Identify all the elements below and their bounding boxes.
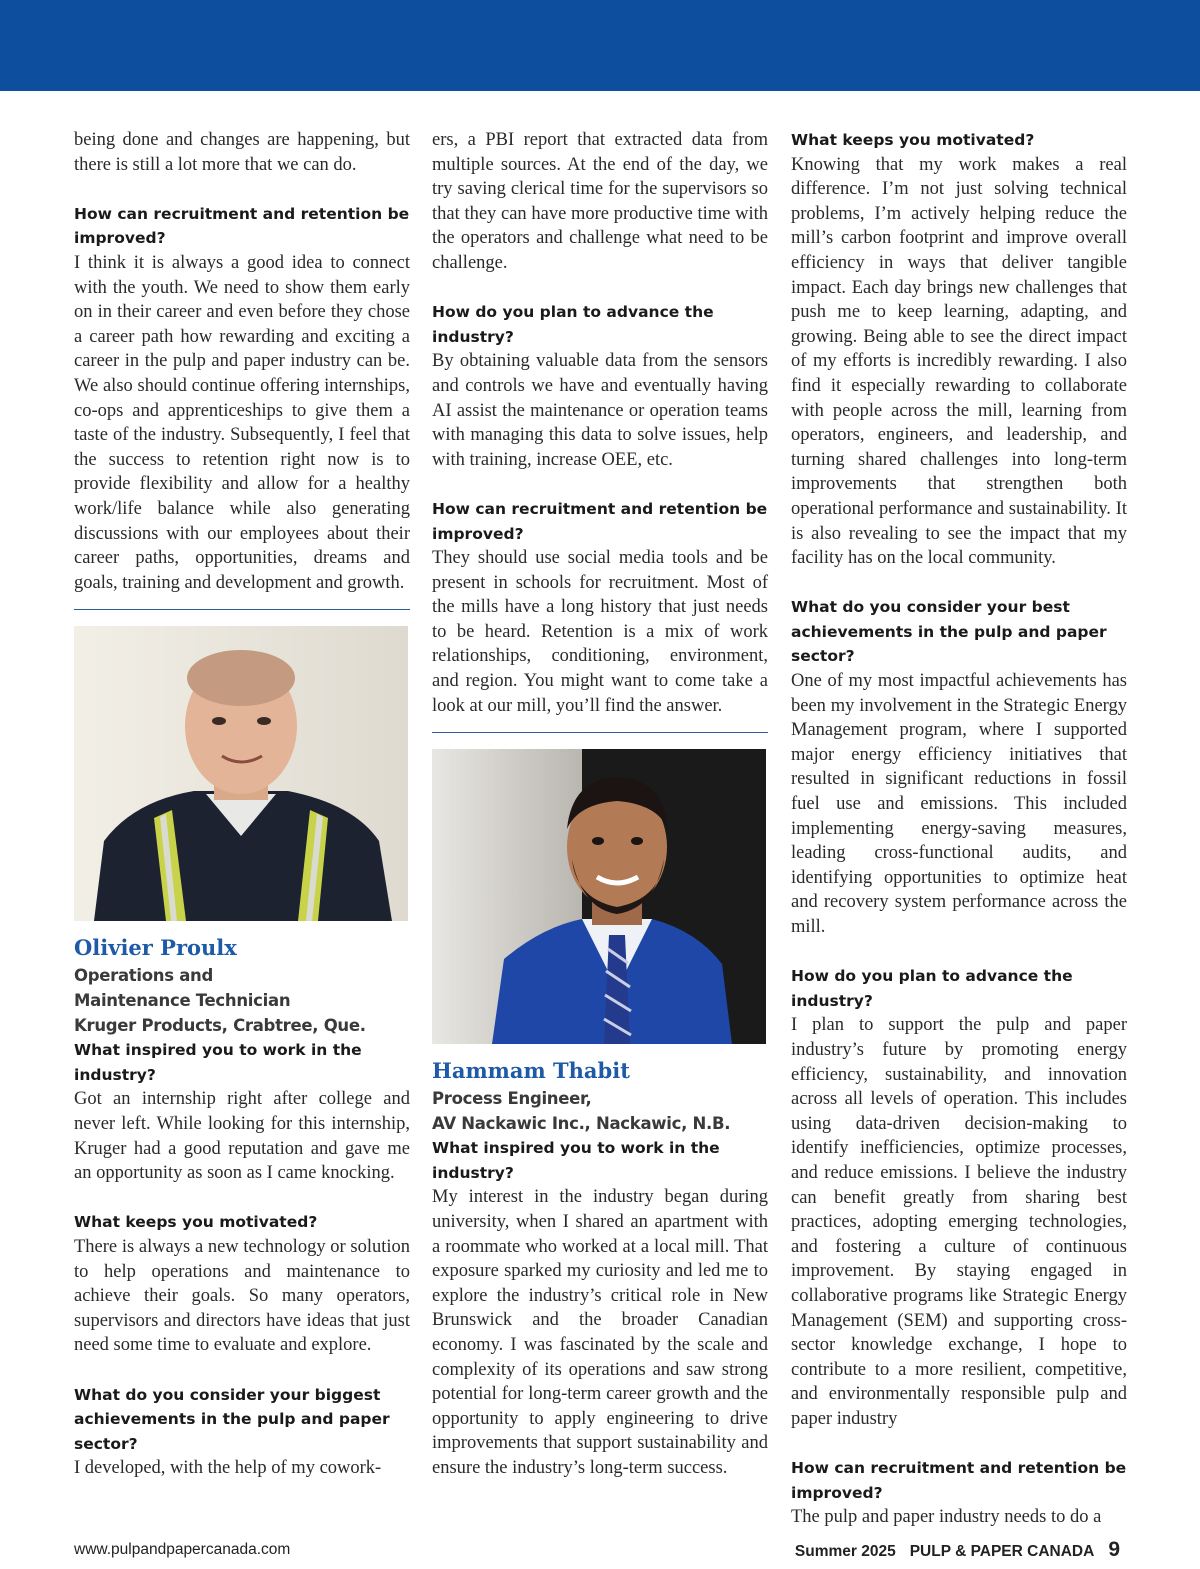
paragraph: The pulp and paper industry needs to do a — [791, 1507, 1102, 1528]
column-1 — [74, 128, 410, 1481]
paragraph: My interest in the industry began during university, when I shared an apartment with a roommate who worked at a local mill. That exposure sparked my curiosity and led me to explore the industry’s critical role in New Brunswick and the broader Canadian economy. I was fascinated by the scale and complexity of its operations and saw strong potential for long-term career growth and the opportunity to apply engineering to drive improvements that support sustainability and ensure the industry’s long-term success. — [432, 1187, 768, 1478]
person-role: Maintenance Technician — [74, 991, 291, 1011]
footer-url[interactable]: www.pulpandpapercanada.com — [74, 1541, 291, 1558]
person-company: AV Nackawic Inc., Nackawic, N.B. — [432, 1114, 731, 1134]
portrait-olivier-proulx — [74, 626, 408, 921]
question-heading: What do you consider your biggest achievements in the pulp and paper sector? — [74, 1385, 390, 1453]
question-heading: How can recruitment and retention be improved? — [432, 499, 768, 543]
question-heading: How can recruitment and retention be improved? — [74, 204, 410, 248]
column-2 — [432, 128, 768, 1481]
question-heading: How can recruitment and retention be improved? — [791, 1459, 1127, 1502]
question-heading: What inspired you to work in the industry? — [432, 1139, 720, 1182]
divider — [432, 732, 768, 733]
question-heading: How do you plan to advance the industry? — [432, 303, 714, 346]
footer-issue-info — [795, 1538, 1120, 1562]
question-heading: What keeps you motivated? — [74, 1213, 318, 1232]
person-role: Process Engineer, — [432, 1089, 592, 1109]
footer-magazine: PULP & PAPER CANADA — [909, 1543, 1095, 1560]
paragraph: Got an internship right after college and never left. While looking for this internship, Kruger had a good reputation and gave me an opportunity as soon as I came knocking. — [74, 1089, 410, 1184]
paragraph: There is always a new technology or solution to help operations and maintenance to achieve their goals. So many operators, supervisors and directors have ideas that just need some time to evaluate and explore. — [74, 1237, 410, 1356]
question-heading: What inspired you to work in the industry? — [74, 1041, 362, 1084]
person-name: Hammam Thabit — [432, 1058, 630, 1084]
paragraph: By obtaining valuable data from the sensors and controls we have and eventually having AI assist the maintenance or operation teams with managing this data to solve issues, help with training, increase OEE, etc. — [432, 351, 768, 470]
question-heading: How do you plan to advance the industry? — [791, 967, 1073, 1010]
paragraph: Knowing that my work makes a real difference. I’m not just solving technical problems, I’m actively helping reduce the mill’s carbon footprint and improve overall efficiency in ways that deliver tangible impact. Each day brings new challenges that push me to keep learning, adapting, and growing. Being able to see the direct impact of my efforts is incredibly rewarding. I also find it especially rewarding to collaborate with people across the mill, learning from operators, engineers, and leadership, and turning shared challenges into long-term improvements that strengthen both operational performance and sustainability. It is also revealing to see the impact that my facility has on the local community. — [791, 154, 1127, 569]
page-number: 9 — [1108, 1538, 1120, 1561]
person-name: Olivier Proulx — [74, 935, 237, 961]
person-company: Kruger Products, Crabtree, Que. — [74, 1016, 366, 1036]
column-3 — [791, 128, 1127, 1530]
question-heading: What keeps you motivated? — [791, 131, 1035, 149]
paragraph: They should use social media tools and be present in schools for recruitment. Most of the mills have a long history that just needs to be heard. Retention is a mix of work relationships, conditioning, environment, and region. You might want to come take a look at our mill, you’ll find the answer. — [432, 548, 768, 716]
divider — [74, 609, 410, 610]
paragraph: ers, a PBI report that extracted data from multiple sources. At the end of the day, we try saving clerical time for the supervisors so that they can have more productive time with the operators and challenge what need to be challenge. — [432, 130, 768, 273]
paragraph: I think it is always a good idea to connect with the youth. We need to show them early on in their career and even before they chose a career path how rewarding and exciting a career in the pulp and paper industry can be. We also should continue offering internships, co-ops and apprenticeships to give them a taste of the industry. Subsequently, I feel that the success to retention right now is to provide flexibility and allow for a healthy work/life balance while also generating discussions with our employees about their career paths, opportunities, dreams and goals, training and development and growth. — [74, 252, 410, 593]
paragraph: I plan to support the pulp and paper industry’s future by promoting energy efficiency, sustainability, and innovation across all levels of operation. This includes using data-driven decision-making to identify inefficiencies, optimize processes, and reduce emissions. I believe the industry can benefit greatly from sharing best practices, adopting emerging technologies, and fostering a culture of continuous improvement. By staying engaged in collaborative programs like Strategic Energy Management (SEM) and supporting cross-sector knowledge exchange, I hope to contribute to a more resilient, competitive, and environmentally responsible pulp and paper industry — [791, 1015, 1127, 1429]
header-bar — [0, 0, 1200, 91]
portrait-hammam-thabit — [432, 749, 766, 1044]
question-heading: What do you consider your best achievements in the pulp and paper sector? — [791, 598, 1107, 666]
footer-issue: Summer 2025 — [794, 1543, 896, 1560]
paragraph: One of my most impactful achievements has been my involvement in the Strategic Energy Management program, where I supported major energy efficiency initiatives that resulted in significant reductions in fossil fuel use and emissions. This included implementing energy-saving measures, leading cross-functional audits, and identifying opportunities to optimize heat and recovery system performance across the mill. — [791, 671, 1127, 937]
person-role: Operations and — [74, 966, 213, 986]
paragraph: being done and changes are happening, but there is still a lot more that we can do. — [74, 130, 410, 175]
paragraph: I developed, with the help of my cowork- — [74, 1458, 382, 1479]
